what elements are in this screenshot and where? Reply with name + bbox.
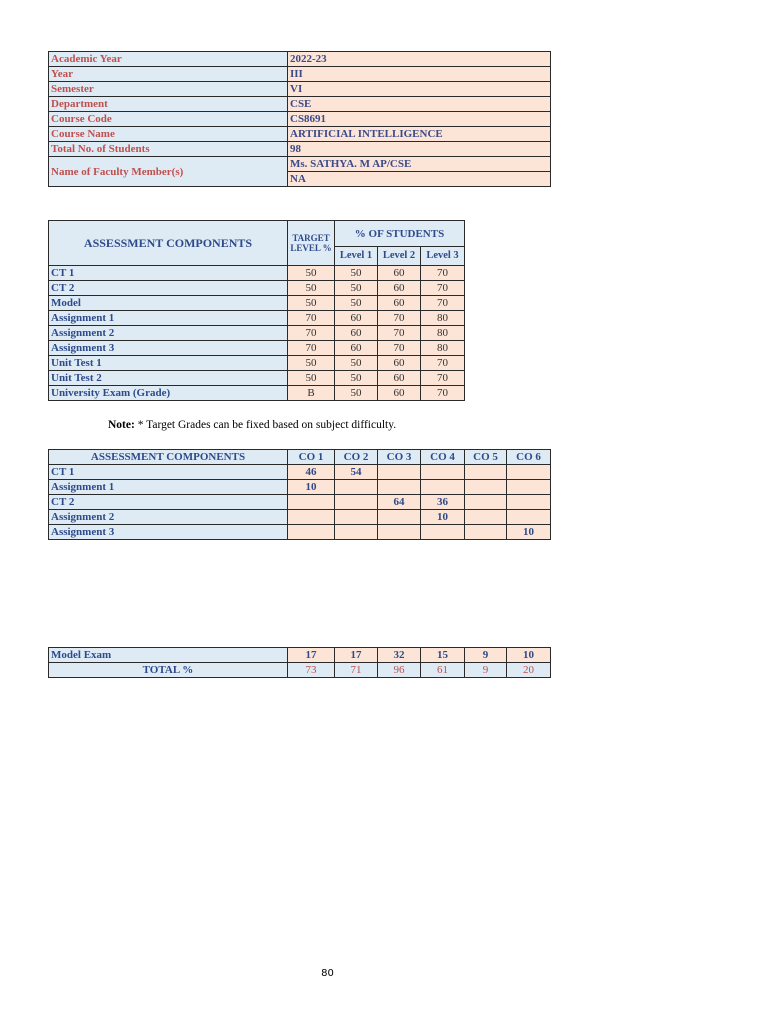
co-4-value: 36 <box>421 495 465 510</box>
header-level-1: Level 1 <box>335 247 378 266</box>
level-2-value: 60 <box>378 281 421 296</box>
level-3-value: 70 <box>421 356 465 371</box>
co-2-value <box>335 495 378 510</box>
co-4-value <box>421 480 465 495</box>
co-4-value: 10 <box>421 510 465 525</box>
target-level: 50 <box>288 296 335 311</box>
info-label: Department <box>49 97 288 112</box>
header-target-level: TARGET LEVEL % <box>288 221 335 266</box>
co-2-value <box>335 510 378 525</box>
target-row <box>49 296 465 311</box>
faculty-row <box>49 157 551 172</box>
info-label: Course Name <box>49 127 288 142</box>
co-6-value <box>507 465 551 480</box>
co-row <box>49 525 551 540</box>
component-name: CT 2 <box>49 281 288 296</box>
info-label: Course Code <box>49 112 288 127</box>
target-row <box>49 266 465 281</box>
co-5-value <box>465 480 507 495</box>
info-label: Total No. of Students <box>49 142 288 157</box>
info-value: 98 <box>288 142 551 157</box>
header-co-6: CO 6 <box>507 450 551 465</box>
co-6-value: 10 <box>507 525 551 540</box>
co-row <box>49 510 551 525</box>
total-co-1-value: 73 <box>288 663 335 678</box>
level-1-value: 60 <box>335 326 378 341</box>
level-2-value: 60 <box>378 266 421 281</box>
header-level-3: Level 3 <box>421 247 465 266</box>
level-2-value: 60 <box>378 386 421 401</box>
co-1-value: 46 <box>288 465 335 480</box>
info-label: Semester <box>49 82 288 97</box>
faculty-label: Name of Faculty Member(s) <box>49 157 288 187</box>
co-2-value <box>335 525 378 540</box>
component-name: CT 2 <box>49 495 288 510</box>
header-co-5: CO 5 <box>465 450 507 465</box>
level-2-value: 60 <box>378 371 421 386</box>
level-1-value: 50 <box>335 266 378 281</box>
level-1-value: 50 <box>335 281 378 296</box>
component-name: Assignment 2 <box>49 326 288 341</box>
co-5-value <box>465 495 507 510</box>
co-1-value <box>288 510 335 525</box>
level-1-value: 50 <box>335 386 378 401</box>
total-co-5-value: 9 <box>465 663 507 678</box>
header-co-3: CO 3 <box>378 450 421 465</box>
level-2-value: 60 <box>378 356 421 371</box>
co-2-value: 54 <box>335 465 378 480</box>
header-co-2: CO 2 <box>335 450 378 465</box>
model-co-4-value: 15 <box>421 648 465 663</box>
level-3-value: 70 <box>421 296 465 311</box>
target-level: 50 <box>288 281 335 296</box>
co-6-value <box>507 495 551 510</box>
info-row <box>49 97 551 112</box>
info-value: VI <box>288 82 551 97</box>
level-3-value: 70 <box>421 386 465 401</box>
co-6-value <box>507 510 551 525</box>
co-6-value <box>507 480 551 495</box>
level-3-value: 70 <box>421 371 465 386</box>
co-3-value <box>378 480 421 495</box>
target-row <box>49 386 465 401</box>
component-name: Assignment 2 <box>49 510 288 525</box>
co-4-value <box>421 525 465 540</box>
header-assessment-components: ASSESSMENT COMPONENTS <box>49 221 288 266</box>
target-level-table <box>48 220 465 401</box>
model-exam-row <box>49 648 551 663</box>
co-3-value: 64 <box>378 495 421 510</box>
level-3-value: 80 <box>421 341 465 356</box>
model-co-5-value: 9 <box>465 648 507 663</box>
info-row <box>49 52 551 67</box>
co-mapping-table <box>48 449 551 540</box>
note-text <box>108 419 396 431</box>
header-percent-students: % OF STUDENTS <box>335 221 465 247</box>
component-name: Assignment 3 <box>49 525 288 540</box>
faculty-name: NA <box>288 172 551 187</box>
co-1-value: 10 <box>288 480 335 495</box>
model-co-1-value: 17 <box>288 648 335 663</box>
header-level-2: Level 2 <box>378 247 421 266</box>
level-2-value: 60 <box>378 296 421 311</box>
target-row <box>49 326 465 341</box>
target-row <box>49 356 465 371</box>
component-name: Assignment 1 <box>49 311 288 326</box>
target-row <box>49 281 465 296</box>
target-level: 50 <box>288 371 335 386</box>
co-2-value <box>335 480 378 495</box>
total-co-3-value: 96 <box>378 663 421 678</box>
totals-table <box>48 647 551 678</box>
target-row <box>49 371 465 386</box>
co-5-value <box>465 525 507 540</box>
header-assessment-components: ASSESSMENT COMPONENTS <box>49 450 288 465</box>
level-1-value: 50 <box>335 356 378 371</box>
model-co-3-value: 32 <box>378 648 421 663</box>
note-body: * Target Grades can be fixed based on subject difficulty. <box>134 419 397 431</box>
info-value: 2022-23 <box>288 52 551 67</box>
info-row <box>49 142 551 157</box>
co-5-value <box>465 465 507 480</box>
level-3-value: 70 <box>421 266 465 281</box>
info-row <box>49 82 551 97</box>
co-row <box>49 465 551 480</box>
info-label: Academic Year <box>49 52 288 67</box>
total-co-4-value: 61 <box>421 663 465 678</box>
target-level: 70 <box>288 326 335 341</box>
page-number: 80 <box>321 968 334 979</box>
level-3-value: 80 <box>421 326 465 341</box>
level-3-value: 70 <box>421 281 465 296</box>
component-name: Model <box>49 296 288 311</box>
co-3-value <box>378 525 421 540</box>
target-level: 70 <box>288 311 335 326</box>
target-row <box>49 341 465 356</box>
info-row <box>49 67 551 82</box>
component-name: Unit Test 1 <box>49 356 288 371</box>
co-3-value <box>378 510 421 525</box>
info-value: CS8691 <box>288 112 551 127</box>
note-label: Note: <box>108 419 135 431</box>
target-level: 50 <box>288 356 335 371</box>
level-3-value: 80 <box>421 311 465 326</box>
info-label: Year <box>49 67 288 82</box>
info-value: CSE <box>288 97 551 112</box>
target-row <box>49 311 465 326</box>
component-name: CT 1 <box>49 266 288 281</box>
co-1-value <box>288 525 335 540</box>
level-2-value: 70 <box>378 341 421 356</box>
info-row <box>49 127 551 142</box>
total-co-2-value: 71 <box>335 663 378 678</box>
component-name: Unit Test 2 <box>49 371 288 386</box>
component-name: Assignment 1 <box>49 480 288 495</box>
info-row <box>49 112 551 127</box>
level-1-value: 50 <box>335 296 378 311</box>
level-2-value: 70 <box>378 326 421 341</box>
total-label: TOTAL % <box>49 663 288 678</box>
target-level: B <box>288 386 335 401</box>
header-co-1: CO 1 <box>288 450 335 465</box>
level-2-value: 70 <box>378 311 421 326</box>
course-info-table <box>48 51 551 187</box>
co-1-value <box>288 495 335 510</box>
target-level: 50 <box>288 266 335 281</box>
model-co-6-value: 10 <box>507 648 551 663</box>
total-row <box>49 663 551 678</box>
level-1-value: 50 <box>335 371 378 386</box>
header-co-4: CO 4 <box>421 450 465 465</box>
co-4-value <box>421 465 465 480</box>
total-co-6-value: 20 <box>507 663 551 678</box>
info-value: ARTIFICIAL INTELLIGENCE <box>288 127 551 142</box>
model-co-2-value: 17 <box>335 648 378 663</box>
faculty-name: Ms. SATHYA. M AP/CSE <box>288 157 551 172</box>
info-value: III <box>288 67 551 82</box>
target-level: 70 <box>288 341 335 356</box>
component-name: Assignment 3 <box>49 341 288 356</box>
component-name: CT 1 <box>49 465 288 480</box>
co-3-value <box>378 465 421 480</box>
co-5-value <box>465 510 507 525</box>
co-row <box>49 495 551 510</box>
level-1-value: 60 <box>335 341 378 356</box>
level-1-value: 60 <box>335 311 378 326</box>
component-name: University Exam (Grade) <box>49 386 288 401</box>
co-row <box>49 480 551 495</box>
model-exam-label: Model Exam <box>49 648 288 663</box>
